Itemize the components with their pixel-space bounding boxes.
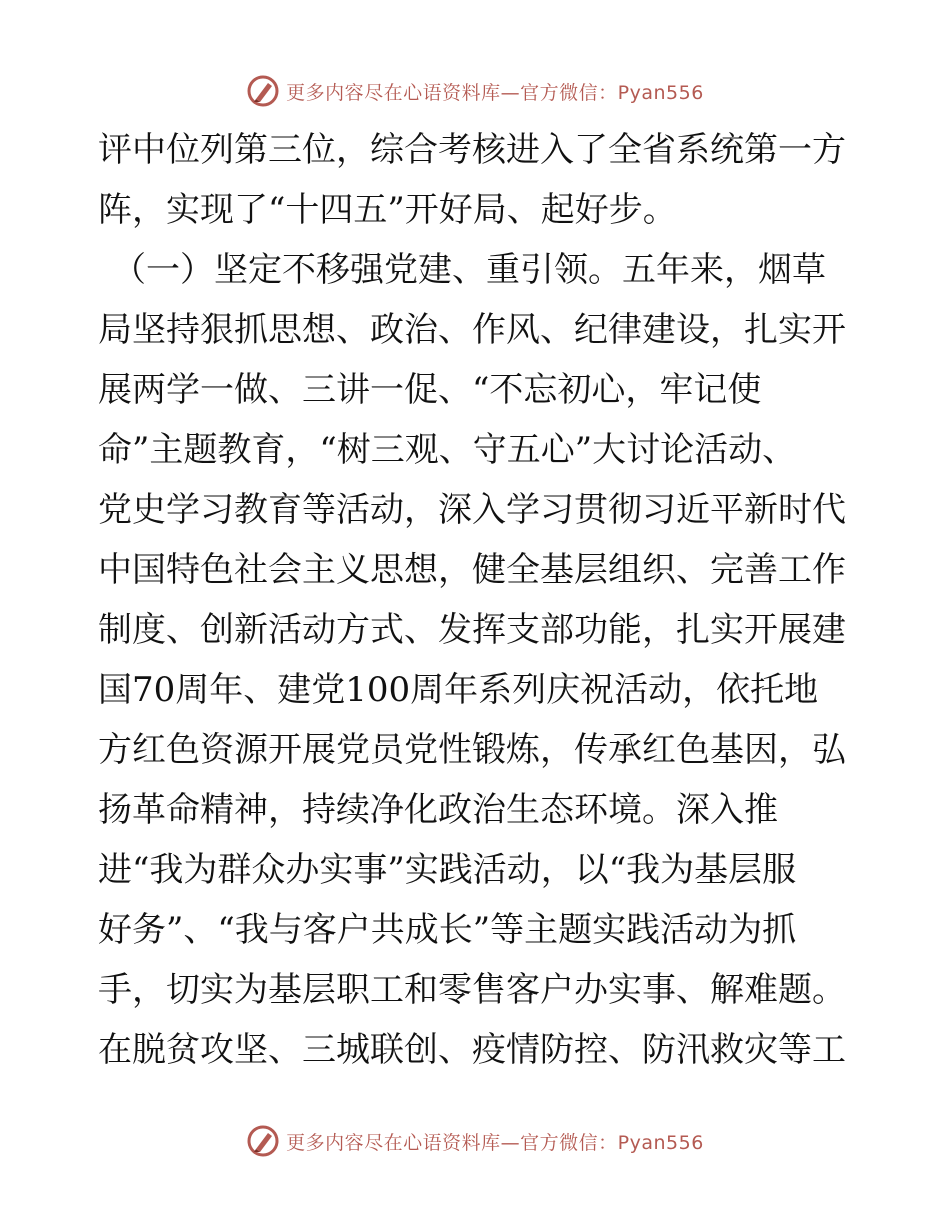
text-line: 好务”、“我与客户共成长”等主题实践活动为抓 [98, 910, 797, 950]
text-line: 在脱贫攻坚、三城联创、疫情防控、防汛救灾等工 [98, 1030, 846, 1070]
text-line: 评中位列第三位，综合考核进入了全省系统第一方 [98, 130, 846, 170]
text-line: 进“我为群众办实事”实践活动，以“我为基层服 [98, 850, 797, 890]
text-line: 方红色资源开展党员党性锻炼，传承红色基因，弘 [98, 730, 846, 770]
text-line: 扬革命精神，持续净化政治生态环境。深入推 [98, 790, 778, 830]
footer-watermark [0, 1124, 950, 1158]
text-line: 手，切实为基层职工和零售客户办实事、解难题。 [98, 970, 846, 1010]
header-watermark [0, 74, 950, 108]
pen-logo-icon [246, 74, 280, 108]
text-line: 党史学习教育等活动，深入学习贯彻习近平新时代 [98, 490, 846, 530]
text-line: 中国特色社会主义思想，健全基层组织、完善工作 [98, 550, 846, 590]
pen-logo-icon [246, 1124, 280, 1158]
text-line: 国70周年、建党100周年系列庆祝活动，依托地 [98, 670, 819, 710]
watermark-text: 更多内容尽在心语资料库—官方微信：Pyan556 [286, 81, 704, 104]
text-line: 局坚持狠抓思想、政治、作风、纪律建设，扎实开 [98, 310, 846, 350]
text-line: 制度、创新活动方式、发挥支部功能，扎实开展建 [98, 610, 846, 650]
text-line: （一）坚定不移强党建、重引领。五年来，烟草 [112, 250, 826, 290]
document-body [98, 120, 858, 1080]
text-line: 展两学一做、三讲一促、“不忘初心，牢记使 [98, 370, 762, 410]
text-line: 阵，实现了“十四五”开好局、起好步。 [98, 190, 677, 230]
watermark-text: 更多内容尽在心语资料库—官方微信：Pyan556 [286, 1131, 704, 1154]
text-line: 命”主题教育，“树三观、守五心”大讨论活动、 [98, 430, 797, 470]
